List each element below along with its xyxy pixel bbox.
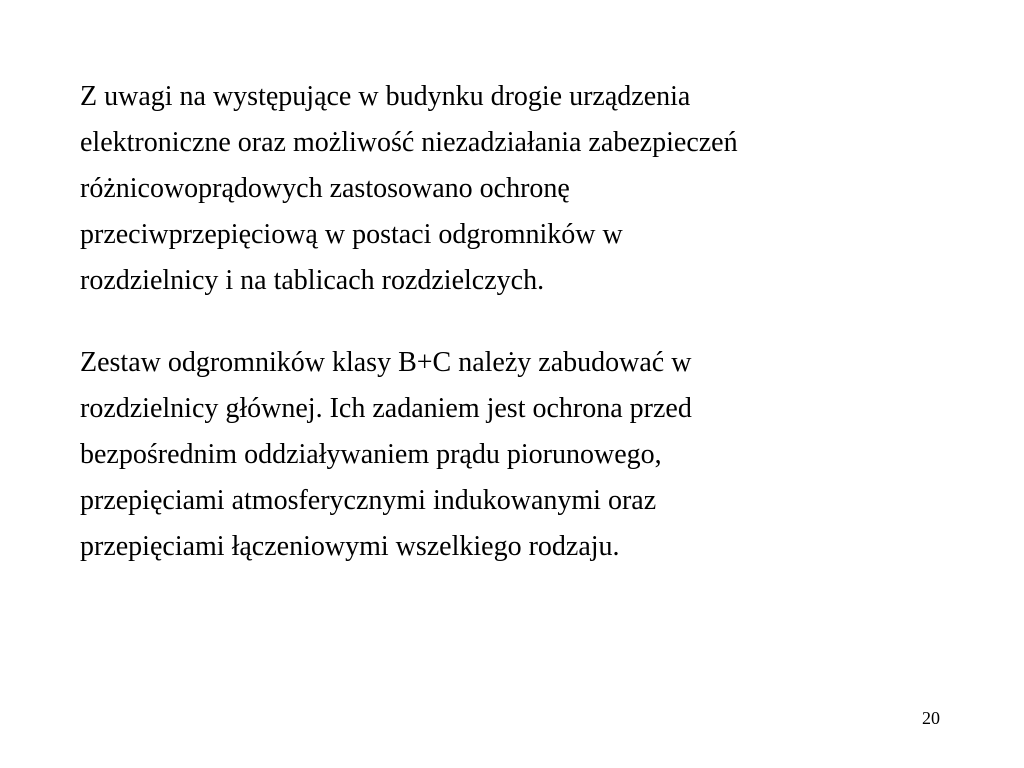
paragraph-arrester-set-description — [80, 340, 960, 570]
paragraph-surge-protection-rationale — [80, 74, 960, 304]
text-line: przepięciami łączeniowymi wszelkiego rodzaju. — [80, 531, 620, 562]
text-line: rozdzielnicy głównej. Ich zadaniem jest ochrona przed — [80, 393, 692, 424]
text-line: różnicowoprądowych zastosowano ochronę — [80, 173, 570, 204]
text-line: bezpośrednim oddziaływaniem prądu piorunowego, — [80, 439, 662, 470]
text-line: przepięciami atmosferycznymi indukowanymi oraz — [80, 485, 657, 516]
text-line: przeciwprzepięciową w postaci odgromników w — [80, 219, 623, 250]
text-line: Zestaw odgromników klasy B+C należy zabudować w — [80, 347, 692, 378]
text-line: Z uwagi na występujące w budynku drogie urządzenia — [80, 81, 691, 112]
text-line: elektroniczne oraz możliwość niezadziałania zabezpieczeń — [80, 127, 738, 158]
page-number: 20 — [922, 708, 940, 728]
text-line: rozdzielnicy i na tablicach rozdzielczych. — [80, 265, 545, 296]
